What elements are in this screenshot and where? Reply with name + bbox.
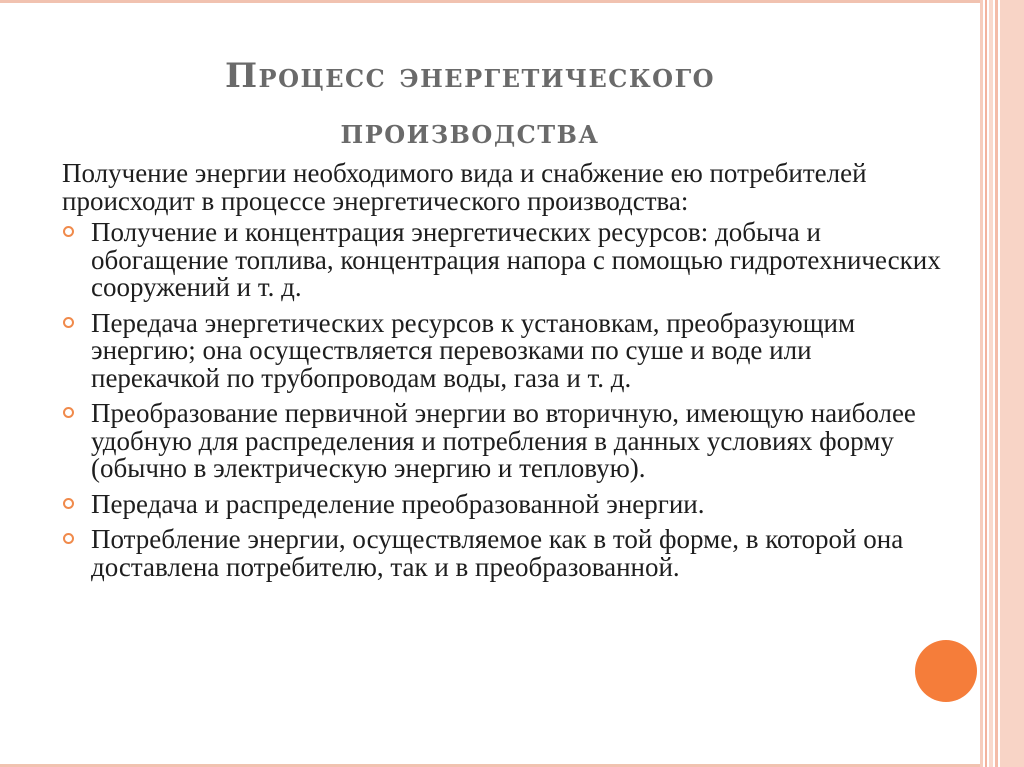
slide-title: [100, 48, 840, 160]
stripe: [995, 0, 998, 767]
bullet-circle-icon: [63, 533, 74, 544]
decorative-stripes: [980, 0, 1024, 767]
stripe: [980, 0, 983, 767]
bullet-item: [62, 400, 942, 483]
bullet-text: Преобразование первичной энергии во вторичную, имеющую наиболее удобную для распределения и потребления в данных условиях форму (обычно в электрическую энергию и тепловую).: [91, 398, 916, 483]
bullet-item: [62, 488, 942, 519]
bullet-circle-icon: [63, 317, 74, 328]
bullet-item: [62, 526, 942, 581]
stripe: [989, 0, 993, 767]
bullet-text: Передача энергетических ресурсов к установкам, преобразующим энергию; она осуществляется перевозками по суше и воде или перекачкой по трубопроводам воды, газа и т. д.: [91, 307, 856, 393]
stripe: [1000, 0, 1024, 767]
bullet-circle-icon: [63, 498, 74, 509]
bullet-item: [62, 307, 942, 393]
bullet-text: Передача и распределение преобразованной энергии.: [91, 488, 705, 519]
bullet-text: Получение и концентрация энергетических ресурсов: добыча и обогащение топлива, концентрация напора с помощью гидротехнических сооружений и т. д.: [91, 217, 941, 302]
frame-top-line: [0, 0, 980, 3]
slide-body: [62, 160, 942, 589]
decorative-orange-circle: [915, 640, 977, 702]
title-line-1: Процесс энергетического: [224, 56, 716, 96]
bullet-list: [62, 219, 942, 581]
bullet-circle-icon: [63, 407, 74, 418]
title-line-2: производства: [340, 112, 600, 152]
stripe: [985, 0, 987, 767]
bullet-text: Потребление энергии, осуществляемое как в той форме, в которой она доставлена потребителю, так и в преобразованной.: [91, 524, 904, 582]
bullet-circle-icon: [63, 226, 74, 237]
intro-paragraph: Получение энергии необходимого вида и снабжение ею потребителей происходит в процессе энергетического производства:: [62, 158, 867, 216]
bullet-item: [62, 219, 942, 302]
